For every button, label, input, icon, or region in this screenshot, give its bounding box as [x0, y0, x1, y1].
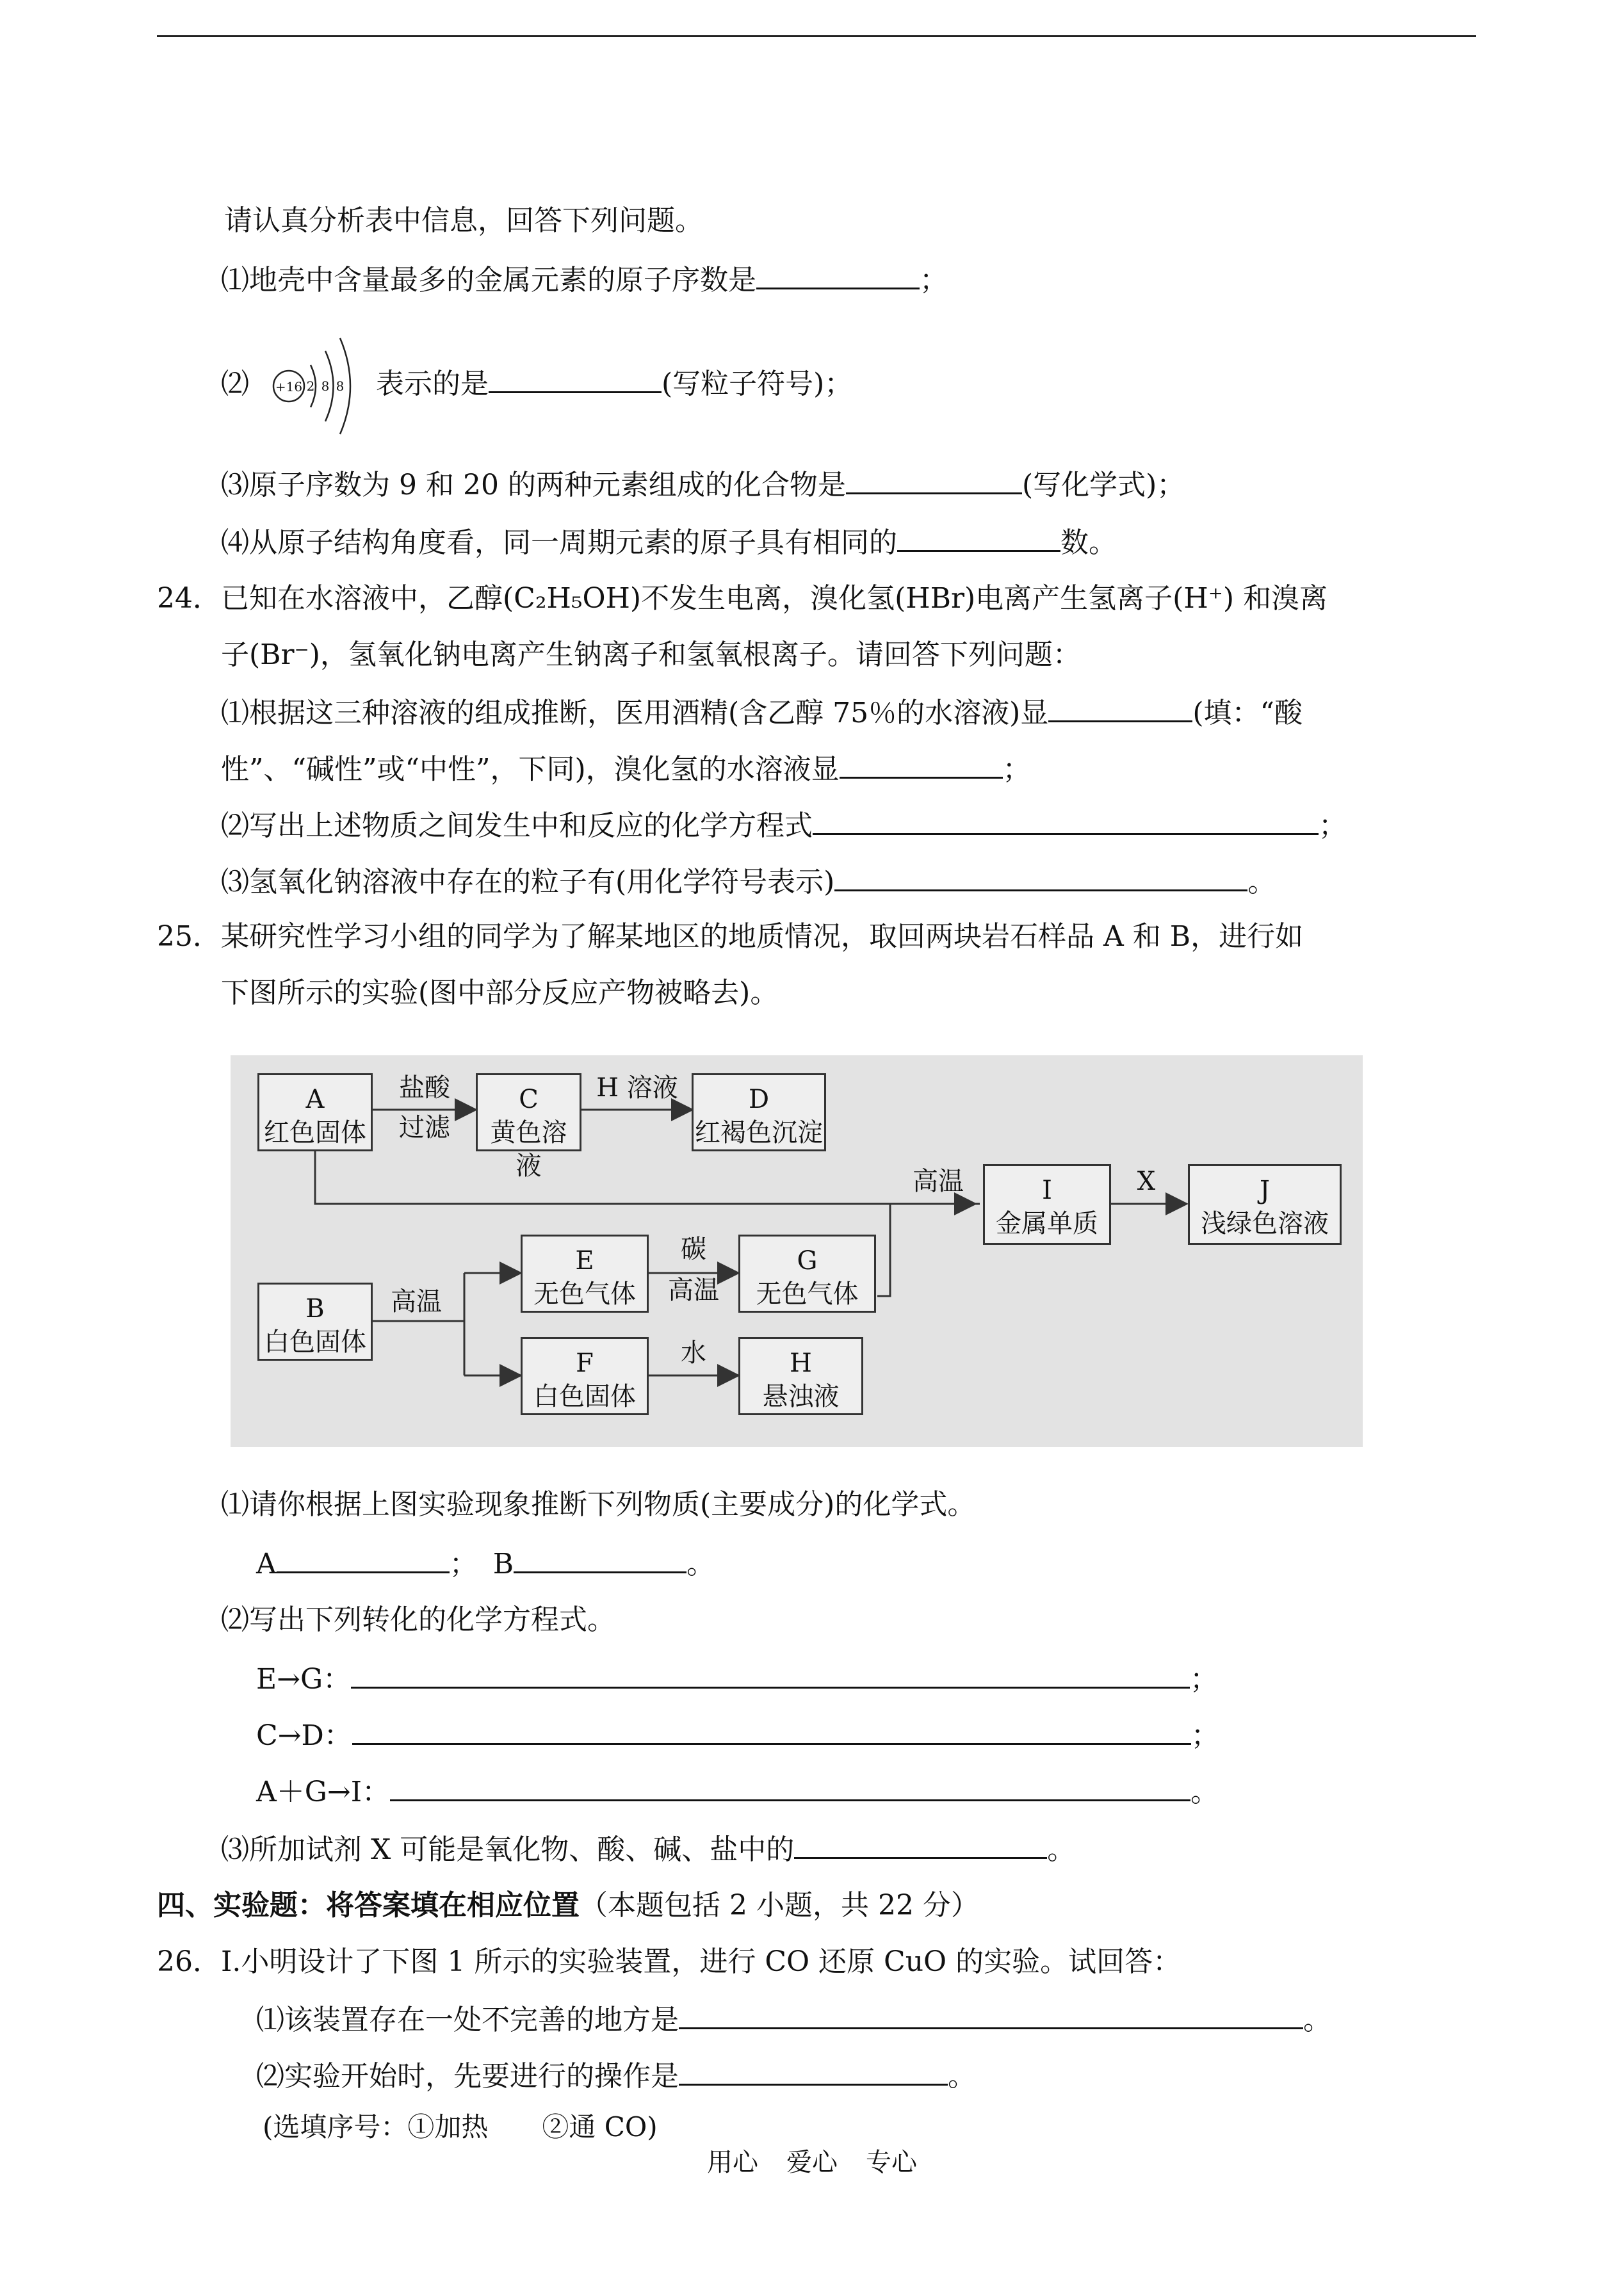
- atom-structure-diagram: [264, 325, 361, 447]
- q25-part1-answers: A ； B 。: [256, 1543, 715, 1584]
- q26-number: 26．: [157, 1945, 221, 1978]
- q24-line1: 24．已知在水溶液中，乙醇(C₂H₅OH)不发生电离，溴化氢(HBr)电离产生氢离子(H⁺) 和溴离: [157, 582, 1328, 615]
- q24-part2-blank[interactable]: [813, 805, 1319, 835]
- box-b: B 白色固体: [257, 1283, 373, 1361]
- q26-options: (选填序号：①加热 ②通 CO): [263, 2111, 658, 2143]
- q25-eq-a-g-i: A＋G→I： 。: [256, 1771, 1219, 1812]
- label-filter: 过滤: [399, 1113, 450, 1142]
- atom-structure-icon: [264, 325, 361, 447]
- label-high-temp-i: 高温: [913, 1167, 964, 1196]
- q23-part1: ⑴地壳中含量最多的金属元素的原子序数是 ；: [221, 259, 948, 300]
- q23-part3: ⑶原子序数为 9 和 20 的两种元素组成的化合物是 (写化学式)；: [221, 464, 1185, 505]
- label-carbon: 碳: [681, 1235, 706, 1264]
- q23-part3-blank[interactable]: [846, 464, 1022, 494]
- box-i: I 金属单质: [983, 1164, 1111, 1245]
- q25-part3: ⑶所加试剂 X 可能是氧化物、酸、碱、盐中的 。: [221, 1829, 1075, 1869]
- q26-part1: ⑴该装置存在一处不完善的地方是 。: [256, 1999, 1331, 2040]
- q25-eq-c-d: C→D： ；: [256, 1715, 1219, 1755]
- q25-eq-e-g: E→G： ；: [256, 1658, 1218, 1699]
- q26-part1-blank[interactable]: [679, 1999, 1303, 2029]
- q23-part4-blank[interactable]: [897, 522, 1060, 552]
- q25-a-blank[interactable]: [277, 1543, 450, 1573]
- q25-eq2-blank[interactable]: [352, 1715, 1191, 1745]
- q23-part1-blank[interactable]: [756, 259, 920, 289]
- q25-part1: ⑴请你根据上图实验现象推断下列物质(主要成分)的化学式。: [221, 1488, 976, 1521]
- q23-part2: ⑵ +16 2 8 8 表示的是 (写粒子符号)；: [221, 323, 852, 445]
- svg-text:2: 2: [306, 378, 315, 394]
- box-f: F 白色固体: [521, 1337, 649, 1415]
- q24-part1-cont: 性”、“碱性”或“中性”，下同)，溴化氢的水溶液显 ；: [221, 749, 1031, 789]
- q25-number: 25．: [157, 920, 221, 953]
- q25-part2: ⑵写出下列转化的化学方程式。: [221, 1603, 615, 1636]
- label-high-temp-b: 高温: [391, 1287, 442, 1317]
- intro-line: 请认真分析表中信息，回答下列问题。: [224, 204, 703, 237]
- q24-part3-blank[interactable]: [834, 861, 1247, 891]
- q23-part2-blank[interactable]: [489, 363, 662, 393]
- q25-part3-blank[interactable]: [794, 1829, 1047, 1859]
- svg-text:8: 8: [336, 378, 345, 394]
- box-j: J 浅绿色溶液: [1188, 1164, 1342, 1245]
- q26-part2-blank[interactable]: [679, 2056, 948, 2086]
- label-h-solution: H 溶液: [596, 1073, 678, 1103]
- q25-eq3-blank[interactable]: [390, 1771, 1190, 1801]
- q24-part1b-blank[interactable]: [840, 749, 1003, 779]
- svg-text:+16: +16: [275, 378, 303, 394]
- box-g: G 无色气体: [738, 1235, 876, 1313]
- box-e: E 无色气体: [521, 1235, 649, 1313]
- q25-eq1-blank[interactable]: [351, 1658, 1190, 1689]
- box-h: H 悬浊液: [738, 1337, 863, 1415]
- section-4-heading: 四、实验题：将答案填在相应位置（本题包括 2 小题，共 22 分）: [157, 1889, 979, 1922]
- q24-part3: ⑶氢氧化钠溶液中存在的粒子有(用化学符号表示) 。: [221, 861, 1276, 902]
- q26-part2: ⑵实验开始时，先要进行的操作是 。: [256, 2056, 976, 2096]
- box-d: D 红褐色沉淀: [692, 1073, 826, 1151]
- q24-number: 24．: [157, 582, 221, 615]
- label-high-temp-eg: 高温: [668, 1276, 719, 1305]
- reaction-flow-diagram: [231, 1055, 1363, 1447]
- q25-line1: 25．某研究性学习小组的同学为了解某地区的地质情况，取回两块岩石样品 A 和 B，进行如: [157, 920, 1304, 953]
- box-c: C 黄色溶液: [476, 1073, 581, 1151]
- q25-b-blank[interactable]: [514, 1543, 686, 1573]
- label-water: 水: [681, 1338, 706, 1368]
- q25-line2: 下图所示的实验(图中部分反应产物被略去)。: [221, 977, 779, 1009]
- q24-part2: ⑵写出上述物质之间发生中和反应的化学方程式 ；: [221, 805, 1347, 845]
- svg-text:8: 8: [321, 378, 330, 394]
- q23-part4: ⑷从原子结构角度看，同一周期元素的原子具有相同的 数。: [221, 522, 1117, 562]
- q24-part1: ⑴根据这三种溶液的组成推断，医用酒精(含乙醇 75％的水溶液)显 (填：“酸: [221, 692, 1303, 733]
- page-footer: 用心 爱心 专心: [707, 2148, 917, 2177]
- label-reagent-x: X: [1137, 1167, 1156, 1196]
- q24-part1-blank[interactable]: [1048, 692, 1192, 722]
- header-rule: [157, 35, 1476, 37]
- q24-line2: 子(Br⁻)，氢氧化钠电离产生钠离子和氢氧根离子。请回答下列问题：: [221, 638, 1081, 671]
- q26-line1: 26．Ⅰ.小明设计了下图 1 所示的实验装置，进行 CO 还原 CuO 的实验。试回答：: [157, 1945, 1181, 1978]
- box-a: A 红色固体: [257, 1073, 373, 1151]
- label-hcl: 盐酸: [399, 1073, 450, 1103]
